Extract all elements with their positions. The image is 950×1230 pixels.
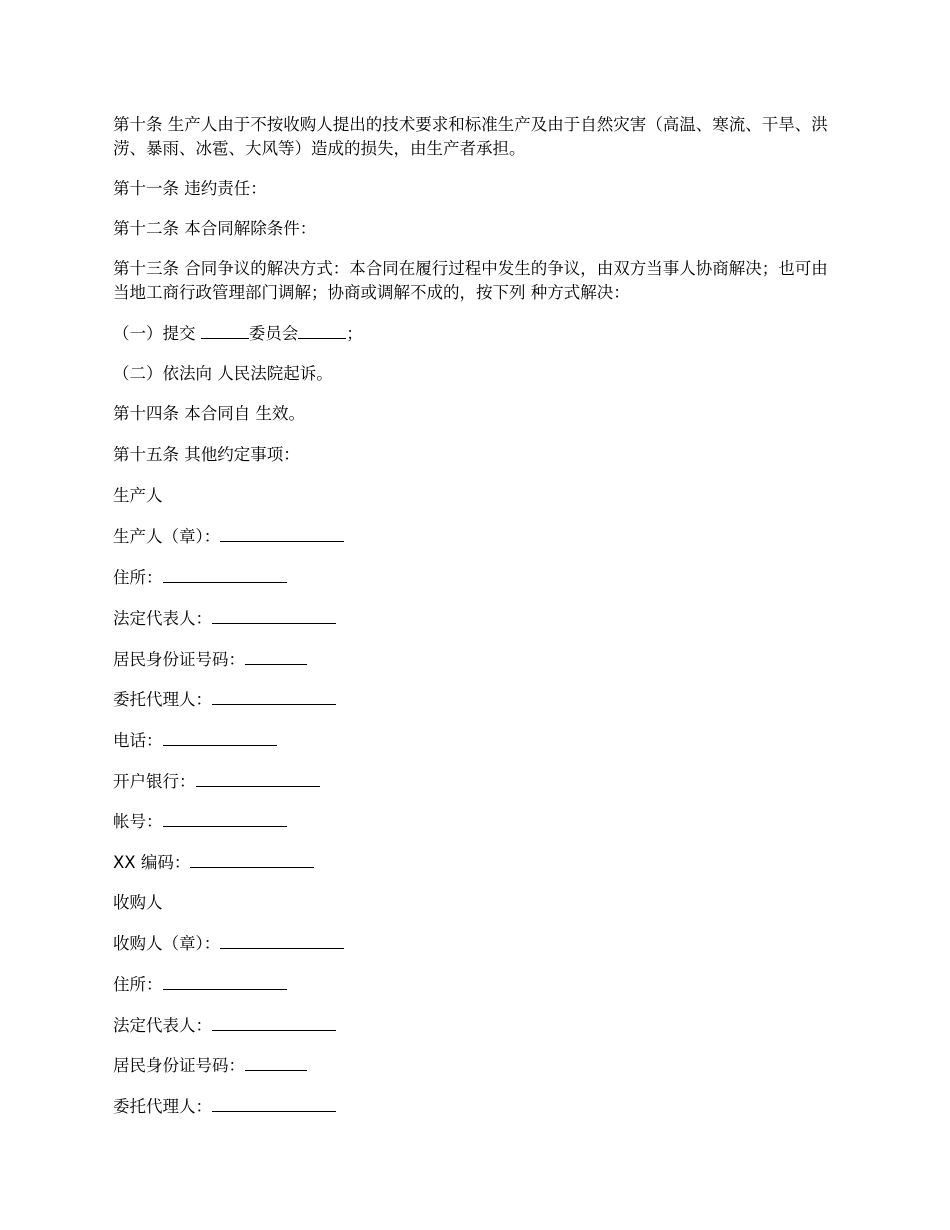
buyer-address-row	[113, 972, 838, 996]
buyer-seal-label: 收购人（章）：	[113, 934, 221, 954]
dispute-option-2: （二）依法向 人民法院起诉。	[113, 363, 333, 383]
arbitration-blank-1[interactable]	[201, 321, 249, 339]
article-13: 第十三条 合同争议的解决方式：本合同在履行过程中发生的争议，由双方当事人协商解决；也可由当地工商行政管理部门调解；协商或调解不成的，按下列 种方式解决：	[113, 259, 828, 302]
producer-account-label: 帐号：	[113, 812, 163, 832]
dispute-option-1	[113, 321, 838, 345]
producer-id-blank[interactable]	[245, 647, 307, 665]
buyer-address-label: 住所：	[113, 975, 163, 994]
producer-address-row	[113, 565, 838, 589]
buyer-legal-rep-row	[113, 1013, 838, 1037]
producer-seal-label: 生产人（章）：	[113, 527, 221, 547]
buyer-agent-label: 委托代理人：	[113, 1097, 212, 1117]
producer-id-row	[113, 647, 838, 671]
producer-postcode-row	[113, 850, 838, 874]
buyer-id-row	[113, 1053, 838, 1077]
buyer-heading: 收购人	[113, 892, 163, 912]
buyer-id-label: 居民身份证号码：	[113, 1056, 245, 1076]
document-body	[113, 113, 838, 1135]
article-11: 第十一条 违约责任：	[113, 179, 267, 198]
article-14: 第十四条 本合同自 生效。	[113, 404, 305, 424]
article-12: 第十二条 本合同解除条件：	[113, 219, 317, 238]
producer-account-row	[113, 809, 838, 833]
buyer-seal-blank[interactable]	[220, 931, 344, 949]
producer-bank-label: 开户银行：	[113, 771, 196, 791]
producer-postcode-label: XX 编码：	[113, 852, 191, 872]
buyer-id-blank[interactable]	[245, 1053, 307, 1071]
buyer-seal-row	[113, 931, 838, 955]
producer-legal-rep-blank[interactable]	[212, 606, 336, 624]
producer-phone-label: 电话：	[113, 730, 163, 750]
producer-address-label: 住所：	[113, 568, 163, 588]
producer-id-label: 居民身份证号码：	[113, 649, 245, 669]
producer-agent-row	[113, 687, 838, 711]
producer-agent-label: 委托代理人：	[113, 690, 212, 710]
producer-legal-rep-label: 法定代表人：	[113, 608, 212, 628]
buyer-legal-rep-blank[interactable]	[212, 1013, 336, 1031]
option-1-prefix: （一）提交	[113, 324, 201, 343]
producer-postcode-blank[interactable]	[190, 850, 314, 868]
producer-legal-rep-row	[113, 606, 838, 630]
buyer-address-blank[interactable]	[163, 972, 287, 990]
option-1-suffix: ；	[346, 324, 363, 343]
article-15: 第十五条 其他约定事项：	[113, 445, 300, 465]
buyer-legal-rep-label: 法定代表人：	[113, 1015, 212, 1035]
producer-phone-blank[interactable]	[163, 728, 277, 746]
producer-seal-row	[113, 524, 838, 548]
arbitration-blank-2[interactable]	[298, 321, 346, 339]
producer-address-blank[interactable]	[163, 565, 287, 583]
producer-phone-row	[113, 728, 838, 752]
producer-bank-row	[113, 769, 838, 793]
article-10: 第十条 生产人由于不按收购人提出的技术要求和标准生产及由于自然灾害（高温、寒流、干旱、洪涝、暴雨、冰雹、大风等）造成的损失，由生产者承担。	[113, 115, 828, 158]
producer-agent-blank[interactable]	[212, 687, 336, 705]
buyer-agent-blank[interactable]	[212, 1094, 336, 1112]
producer-bank-blank[interactable]	[196, 769, 320, 787]
option-1-middle: 委员会	[248, 324, 299, 343]
producer-heading: 生产人	[113, 485, 163, 505]
producer-seal-blank[interactable]	[220, 524, 344, 542]
producer-account-blank[interactable]	[163, 809, 287, 827]
buyer-agent-row	[113, 1094, 838, 1118]
